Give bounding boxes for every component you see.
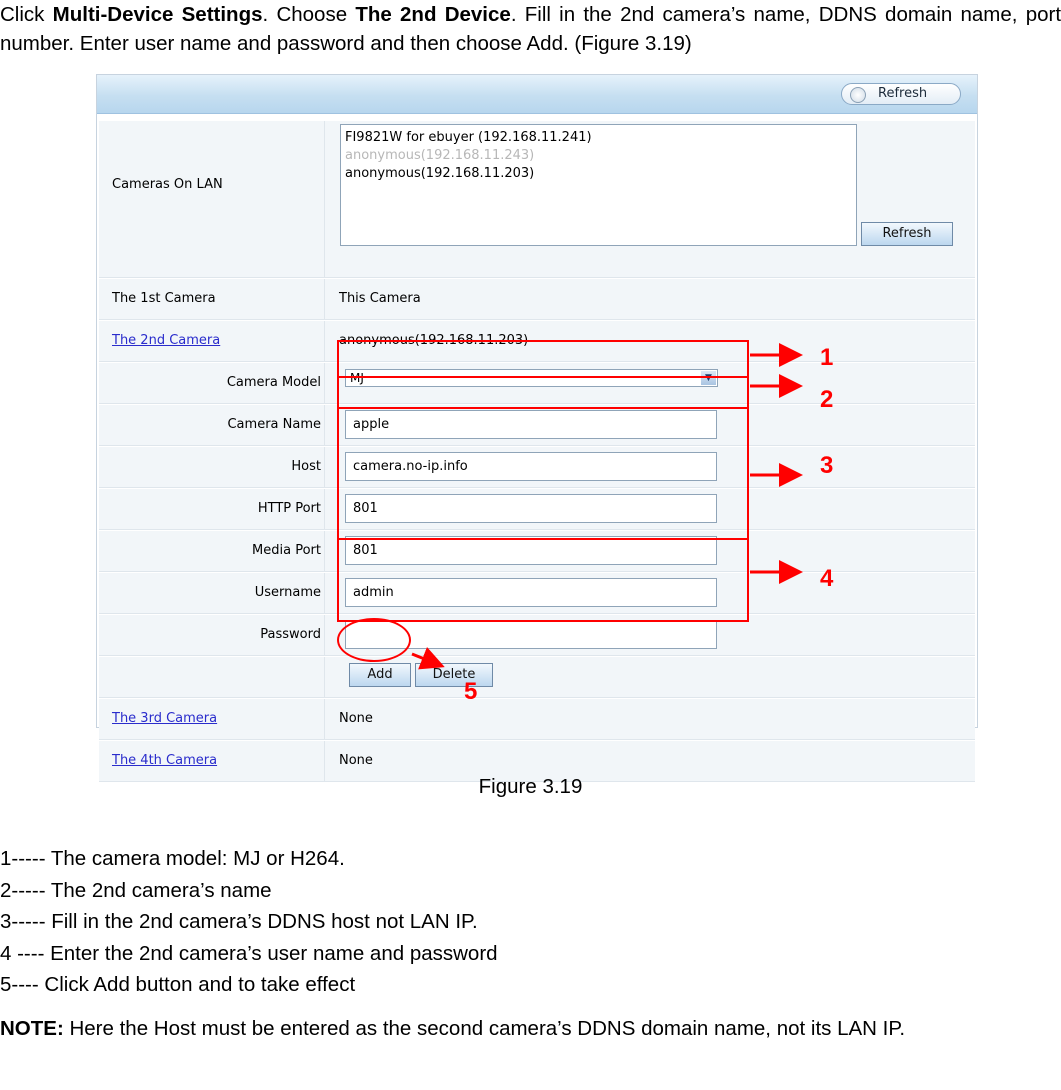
host-input[interactable]: camera.no-ip.info xyxy=(345,452,717,481)
marker-5: 5 xyxy=(464,678,478,705)
chevron-down-icon[interactable]: ▼ xyxy=(701,371,716,385)
intro-bold-menu: Multi-Device Settings xyxy=(52,3,263,26)
note-item: 1----- The camera model: MJ or H264. xyxy=(0,847,345,870)
add-button[interactable]: Add xyxy=(349,663,411,687)
camera-name-label: Camera Name xyxy=(227,417,321,432)
lan-list-item[interactable]: anonymous(192.168.11.243) xyxy=(345,148,535,163)
intro-text: . Choose xyxy=(262,3,356,26)
lan-list-item[interactable]: FI9821W for ebuyer (192.168.11.241) xyxy=(345,130,592,145)
figure-caption: Figure 3.19 xyxy=(478,775,583,798)
cam3-link[interactable]: The 3rd Camera xyxy=(112,711,218,726)
cam2-link[interactable]: The 2nd Camera xyxy=(112,333,221,348)
http-port-input[interactable]: 801 xyxy=(345,494,717,523)
media-port-label: Media Port xyxy=(252,543,321,558)
cam4-link[interactable]: The 4th Camera xyxy=(112,753,218,768)
arrow-5 xyxy=(412,654,442,666)
note-text: Here the Host must be entered as the second camera’s DDNS domain name, not its LAN IP. xyxy=(63,1017,906,1040)
intro-bold-device: The 2nd Device xyxy=(355,3,511,26)
top-refresh-label: Refresh xyxy=(878,86,928,101)
username-input[interactable]: admin xyxy=(345,578,717,607)
camera-name-input[interactable]: apple xyxy=(345,410,717,439)
cam1-label: The 1st Camera xyxy=(112,291,216,306)
cam2-value: anonymous(192.168.11.203) xyxy=(339,333,529,348)
http-port-label: HTTP Port xyxy=(257,501,321,516)
username-label: Username xyxy=(254,585,321,600)
lan-label: Cameras On LAN xyxy=(112,177,223,192)
intro-text: . Fill in the 2nd camera’s name, DDNS domain name, port number. Enter user name and password and then choose Add. (Figure 3.19) xyxy=(0,3,1061,55)
delete-button[interactable]: Delete xyxy=(415,663,493,687)
camera-model-value: MJ xyxy=(350,371,364,385)
marker-3: 3 xyxy=(820,452,834,479)
marker-4: 4 xyxy=(820,565,834,592)
password-label: Password xyxy=(260,627,321,642)
media-port-input[interactable]: 801 xyxy=(345,536,717,565)
lan-list-item[interactable]: anonymous(192.168.11.203) xyxy=(345,166,535,181)
note-item: 3----- Fill in the 2nd camera’s DDNS host not LAN IP. xyxy=(0,910,478,933)
note-item: 4 ---- Enter the 2nd camera’s user name and password xyxy=(0,941,498,965)
lan-refresh-button[interactable]: Refresh xyxy=(861,222,953,246)
camera-model-label: Camera Model xyxy=(226,375,321,390)
note-paragraph xyxy=(0,1014,1061,1043)
marker-1: 1 xyxy=(820,344,834,371)
intro-text: Click xyxy=(0,3,53,26)
cam4-value: None xyxy=(339,753,373,768)
note-item: 2----- The 2nd camera’s name xyxy=(0,878,272,902)
note-label: NOTE: xyxy=(0,1017,64,1040)
marker-2: 2 xyxy=(820,386,834,413)
numbered-notes xyxy=(0,843,498,1001)
cam1-value: This Camera xyxy=(339,291,421,306)
cam3-value: None xyxy=(339,711,373,726)
host-label: Host xyxy=(291,459,321,474)
note-item: 5---- Click Add button and to take effect xyxy=(0,973,356,996)
